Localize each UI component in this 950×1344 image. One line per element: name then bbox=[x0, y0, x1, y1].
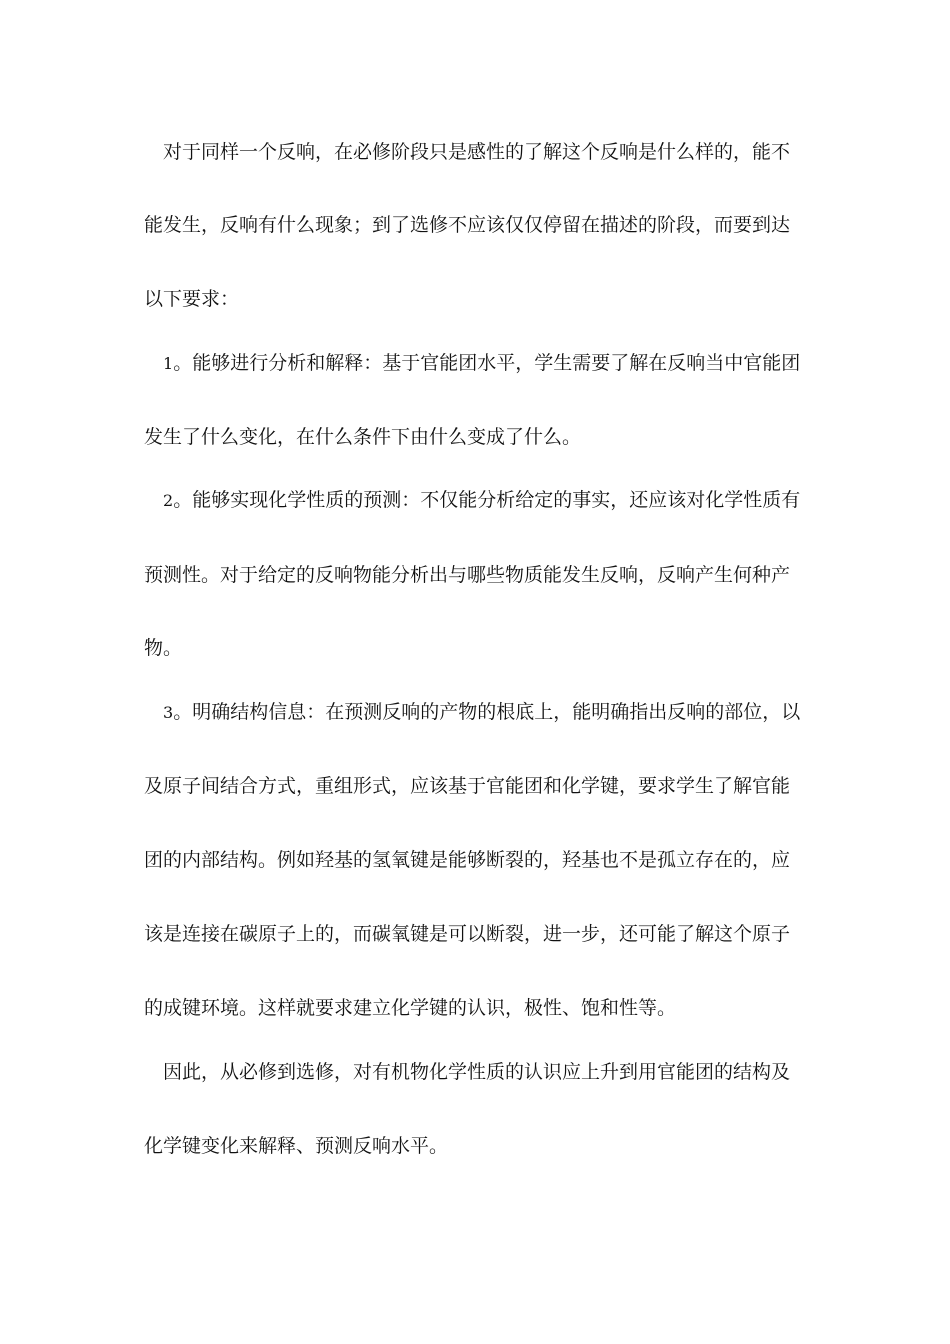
list-item-3-number: 3 bbox=[163, 703, 174, 722]
list-item-2-text: 。能够实现化学性质的预测：不仅能分析给定的事实，还应该对化学性质有 bbox=[173, 489, 801, 511]
paragraph-1-line-1: 对于同样一个反响，在必修阶段只是感性的了解这个反响是什么样的，能不 bbox=[163, 141, 791, 163]
list-item-2-line-2: 预测性。对于给定的反响物能分析出与哪些物质能发生反响，反响产生何种产 bbox=[144, 564, 791, 586]
list-item-1-line-1 bbox=[163, 351, 833, 376]
paragraph-5-line-2: 化学键变化来解释、预测反响水平。 bbox=[144, 1135, 449, 1157]
list-item-2-line-1 bbox=[163, 488, 833, 513]
list-item-2-line-3: 物。 bbox=[144, 637, 183, 659]
list-item-2-number: 2 bbox=[163, 491, 174, 510]
list-item-1-text: 。能够进行分析和解释：基于官能团水平，学生需要了解在反响当中官能团 bbox=[173, 352, 801, 374]
list-item-1-number: 1 bbox=[163, 354, 174, 373]
list-item-3-line-3: 团的内部结构。例如羟基的氢氧键是能够断裂的，羟基也不是孤立存在的，应 bbox=[144, 849, 791, 871]
list-item-3-text: 。明确结构信息：在预测反响的产物的根底上，能明确指出反响的部位，以 bbox=[173, 701, 801, 723]
paragraph-1-line-2: 能发生，反响有什么现象；到了选修不应该仅仅停留在描述的阶段，而要到达 bbox=[144, 214, 791, 236]
paragraph-1-line-3: 以下要求： bbox=[144, 288, 240, 310]
list-item-3-line-5: 的成键环境。这样就要求建立化学键的认识，极性、饱和性等。 bbox=[144, 997, 677, 1019]
list-item-3-line-2: 及原子间结合方式，重组形式，应该基于官能团和化学键，要求学生了解官能 bbox=[144, 775, 791, 797]
paragraph-5-line-1: 因此，从必修到选修，对有机物化学性质的认识应上升到用官能团的结构及 bbox=[163, 1061, 791, 1083]
list-item-3-line-1 bbox=[163, 700, 833, 725]
list-item-1-line-2: 发生了什么变化，在什么条件下由什么变成了什么。 bbox=[144, 426, 582, 448]
list-item-3-line-4: 该是连接在碳原子上的，而碳氧键是可以断裂，进一步，还可能了解这个原子 bbox=[144, 923, 791, 945]
